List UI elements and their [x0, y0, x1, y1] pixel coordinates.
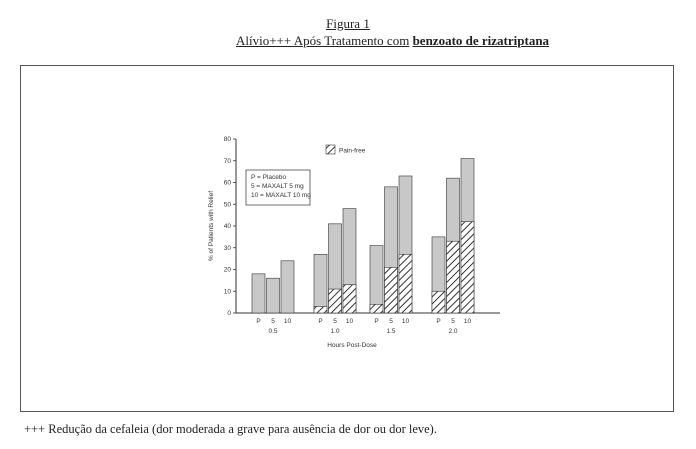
figure-title-prefix: Alívio+++ Após Tratamento com: [236, 33, 410, 48]
bar-label: P: [374, 318, 379, 325]
bar-label: P: [256, 318, 261, 325]
group-label: 1.5: [386, 328, 396, 335]
y-tick-label: 10: [223, 288, 231, 296]
bar-label: 10: [401, 318, 410, 325]
bar-label: 5: [333, 318, 337, 325]
relief-bar: [252, 274, 265, 313]
y-tick-label: 30: [223, 244, 231, 252]
legend-key-line: 5 = MAXALT 5 mg: [251, 183, 304, 190]
figure-label: Figura 1: [326, 16, 370, 31]
legend-key-line: P = Placebo: [251, 174, 287, 181]
relief-bar: [314, 254, 327, 313]
bar-label: P: [318, 318, 323, 325]
bar-label: 10: [463, 318, 472, 325]
bar-label: 5: [389, 318, 393, 325]
pain-free-bar: [461, 222, 474, 313]
pain-free-bar: [432, 291, 445, 313]
legend-pain-free-label: Pain-free: [339, 147, 366, 155]
y-tick-label: 20: [223, 266, 231, 274]
pain-free-bar: [399, 254, 412, 313]
group-label: 1.0: [330, 328, 340, 335]
pain-free-bar: [385, 267, 398, 313]
y-tick-label: 70: [223, 157, 231, 165]
figure-title-drug: benzoato de rizatriptana: [412, 33, 550, 48]
group-label: 2.0: [448, 328, 458, 335]
pain-free-bar: [314, 306, 327, 313]
y-axis-label: % of Patients with Relief: [208, 190, 215, 262]
bar-label: P: [436, 318, 441, 325]
pain-free-bar: [343, 285, 356, 313]
group-label: 0.5: [268, 328, 278, 335]
pain-free-bar: [370, 304, 383, 313]
legend-hatch-swatch: [326, 145, 335, 154]
bar-label: 10: [283, 318, 292, 325]
y-tick-label: 0: [227, 310, 231, 318]
y-tick-label: 50: [223, 201, 231, 209]
bar-label: 5: [271, 318, 275, 325]
pain-free-bar: [447, 241, 460, 313]
legend-key-line: 10 = MAXALT 10 mg: [251, 192, 311, 199]
y-tick-label: 40: [223, 223, 231, 231]
pain-free-bar: [329, 289, 342, 313]
relief-bar: [267, 278, 280, 313]
bar-label: 5: [451, 318, 455, 325]
bar-label: 10: [345, 318, 354, 325]
footnote: +++ Redução da cefaleia (dor moderada a grave para ausência de dor ou dor leve).: [24, 422, 437, 436]
x-axis-label: Hours Post-Dose: [327, 342, 377, 349]
relief-bar: [281, 261, 294, 313]
relief-bar: [370, 246, 383, 313]
y-tick-label: 80: [223, 136, 231, 144]
y-tick-label: 60: [223, 179, 231, 187]
